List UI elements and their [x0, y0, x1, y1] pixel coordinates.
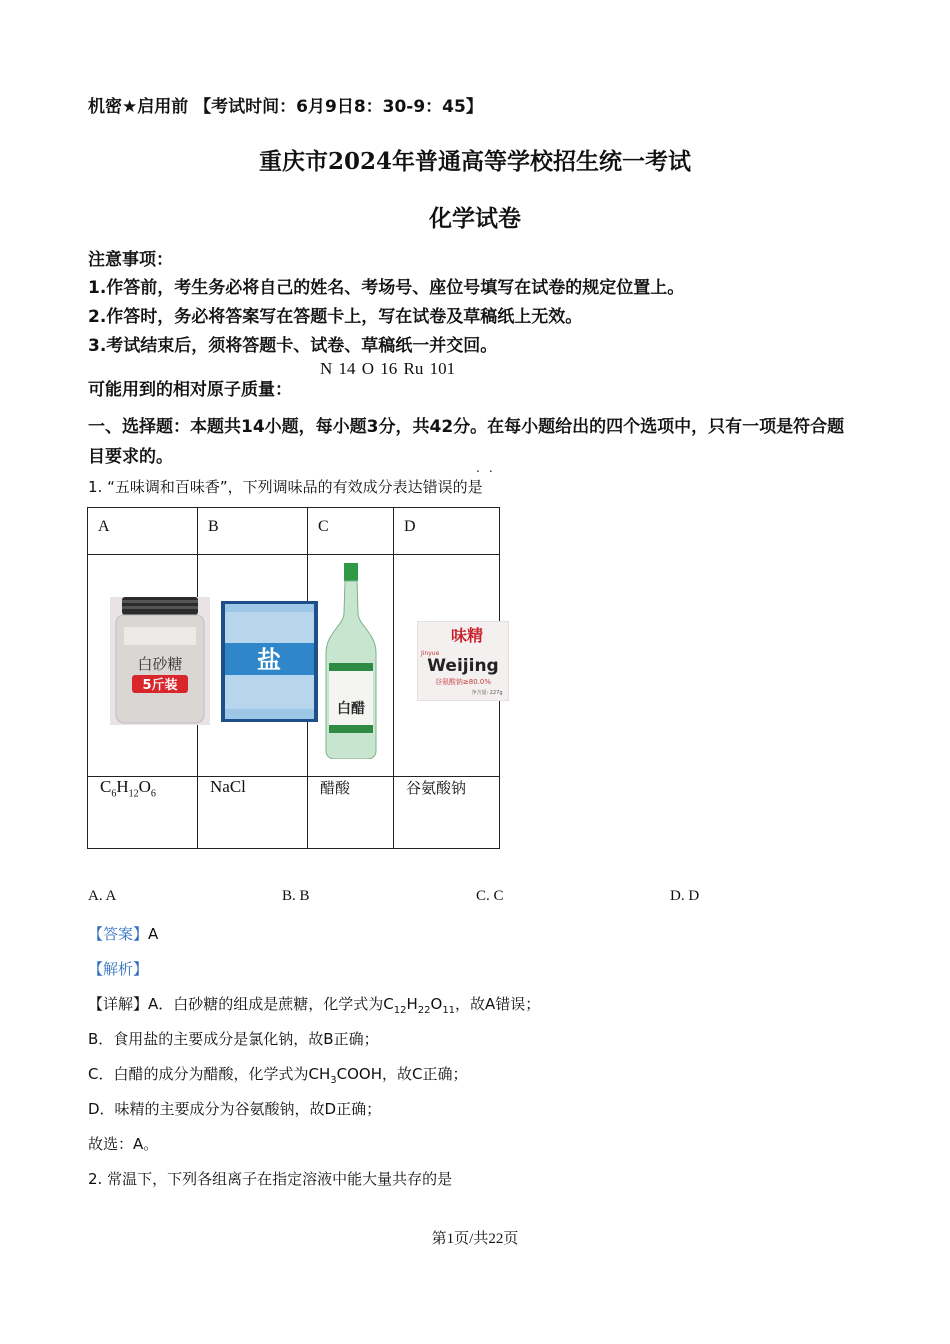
conclusion-line: 故选：A。: [88, 1135, 159, 1153]
exam-subject: 化学试卷: [429, 205, 521, 232]
option-d: D. D: [670, 888, 700, 904]
salt-label: 盐: [257, 646, 281, 674]
msg-bag-image: [417, 621, 509, 701]
question-1-stem: 1. “五味调和百味香”，下列调味品的有效成分表达错误的是: [88, 478, 483, 496]
note-item-1: 1.作答前，考生务必将自己的姓名、考场号、座位号填写在试卷的规定位置上。: [88, 278, 685, 298]
detail-line-b: B．食用盐的主要成分是氯化钠，故B正确；: [88, 1030, 379, 1048]
note-item-2: 2.作答时，务必将答案写在答题卡上，写在试卷及草稿纸上无效。: [88, 307, 583, 327]
note-item-3: 3.考试结束后，须将答题卡、试卷、草稿纸一并交回。: [88, 336, 498, 356]
image-cell-d: [394, 555, 503, 777]
msg-small-brand: Jinyue: [421, 650, 440, 657]
sugar-badge: 5斤装: [142, 678, 178, 693]
salt-bag-image: [221, 601, 318, 722]
formula-c: 醋酸: [320, 779, 351, 797]
detail-line-d: D．味精的主要成分为谷氨酸钠，故D正确；: [88, 1100, 382, 1118]
column-header-c: C: [308, 508, 394, 555]
option-c: C. C: [476, 888, 504, 904]
column-header-a: A: [88, 508, 198, 555]
formula-d: 谷氨酸钠: [406, 779, 467, 797]
formula-cell-a: [88, 777, 198, 849]
exam-title: 重庆市2024年普通高等学校招生统一考试: [258, 148, 691, 175]
formula-b: NaCl: [210, 777, 246, 796]
section-heading: 一、选择题：本题共14小题，每小题3分，共42分。在每小题给出的四个选项中，只有一项是符合题目要求的。: [88, 417, 845, 467]
option-a: A. A: [88, 888, 117, 904]
answer-value: A: [148, 925, 159, 943]
sugar-label: 白砂糖: [137, 655, 183, 673]
detail-line-c: C．白醋的成分为醋酸，化学式为$CH_3COOH$，故C正确；: [88, 1065, 468, 1086]
answer-line: [88, 923, 158, 944]
vinegar-bottle-image: [320, 563, 382, 759]
page-footer: 第1页/共22页: [431, 1231, 519, 1247]
column-header-d: D: [394, 508, 500, 555]
emphasis-dots: ..: [476, 461, 502, 475]
answer-tag: 【答案】: [88, 925, 149, 943]
msg-title: 味精: [450, 626, 484, 645]
image-cell-a: [88, 555, 198, 777]
msg-detail: 谷氨酸钠≥80.0%: [434, 678, 492, 686]
msg-brand: Weijing: [427, 656, 499, 676]
notes-heading: 注意事项：: [88, 250, 173, 270]
formula-cell-c: [308, 777, 394, 849]
option-b: B. B: [282, 888, 310, 904]
formula-cell-d: [394, 777, 500, 849]
image-cell-b: [198, 555, 308, 777]
atomic-mass-label: 可能用到的相对原子质量：: [88, 380, 292, 400]
formula-a: $C_6H_{12}O_6$: [100, 777, 156, 800]
question-1-table: [87, 507, 503, 849]
formula-cell-b: [198, 777, 308, 849]
analysis-tag: 【解析】: [88, 960, 149, 978]
question-2-stem: 2. 常温下，下列各组离子在指定溶液中能大量共存的是: [88, 1170, 453, 1188]
atomic-mass-values: N 14 O 16 Ru 101: [320, 359, 456, 378]
detail-line-a: 【详解】A．白砂糖的组成是蔗糖，化学式为$C_{12}H_{22}O_{11}$，故A错误；: [88, 995, 541, 1016]
confidential-header: 机密★启用前 【考试时间：6月9日8：30-9：45】: [88, 97, 483, 117]
msg-weight: 净含量: 227g: [471, 690, 503, 696]
vinegar-label: 白醋: [337, 701, 365, 717]
sugar-jar-image: [110, 597, 210, 725]
image-cell-c: [308, 555, 394, 777]
column-header-b: B: [198, 508, 308, 555]
